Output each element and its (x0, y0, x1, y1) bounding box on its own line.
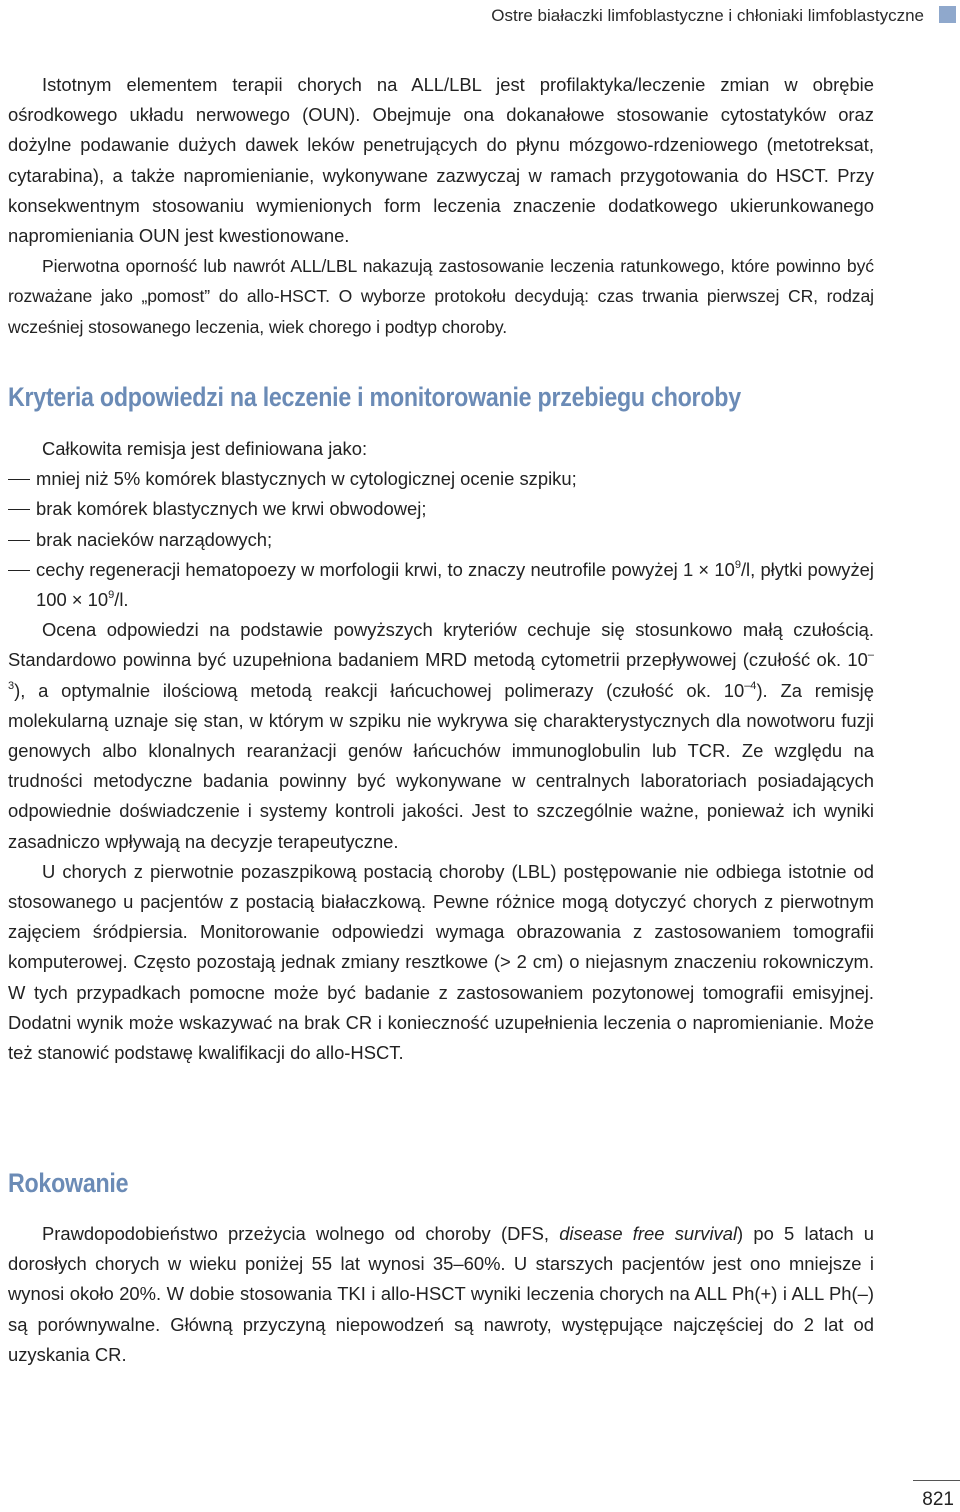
remission-definition-intro: Całkowita remisja jest definiowana jako: (42, 438, 368, 459)
paragraph-mrd-assessment: Ocena odpowiedzi na podstawie powyższych kryteriów cechuje się stosunkowo małą czułością. Standardowo powinna być uzupełniona badaniem MRD metodą cytometrii przepływowej (czułość ok. $10^{-3}$), a optymalnie ilościową metodą reakcji łańcuchowej polimerazy (czułość ok. $10^{-4}$). Za remisję molekularną uznaje się stan, w którym w szpiku nie wykrywa się charakterystycznych dla nowotworu fuzji genowych albo klonalnych rearanżacji genów łańcuchów immunoglobulin lub TCR. Ze względu na trudności metodyczne badania powinny być wykonywane w centralnych laboratoriach posiadających odpowiednie doświadczenie i systemy kontroli jakości. Jest to szczególnie ważne, ponieważ ich wyniki zasadniczo wpływają na decyzje terapeutyczne. (8, 619, 874, 852)
dash-bullet (8, 509, 30, 510)
exponent: 9 (108, 589, 115, 602)
paragraph-prognosis: Prawdopodobieństwo przeżycia wolnego od choroby (DFS, disease free survival) po 5 latach u dorosłych chorych w wieku poniżej 55 lat wynosi 35–60%. U starszych pacjentów jest ono mniejsze i wynosi około 20%. W dobie stosowania TKI i allo-HSCT wyniki leczenia chorych na ALL Ph(+) i ALL Ph(–) są porównywalne. Główną przyczyną niepowodzeń są nawroty, występujące najczęściej do 2 lat od uzyskania CR. (8, 1223, 874, 1365)
dash-bullet (8, 479, 30, 480)
paragraph-salvage-treatment: Pierwotna oporność lub nawrót ALL/LBL nakazują zastosowanie leczenia ratunkowego, które powinno być rozważane jako „pomost” do allo-HSCT. O wyborze protokołu decydują: czas trwania pierwszej CR, rodzaj wcześniej stosowanego leczenia, wiek chorego i podtyp choroby. (8, 256, 874, 337)
intro-text-block (8, 70, 874, 342)
header-square-marker (939, 6, 956, 23)
exponent: –4 (744, 679, 757, 692)
list-item (8, 494, 874, 524)
prognosis-block (8, 1219, 874, 1370)
paragraph-lbl-monitoring: U chorych z pierwotnie pozaszpikową postacią choroby (LBL) postępowanie nie odbiega istotnie od stosowanego u pacjentów z postacią białaczkową. Pewne różnice mogą dotyczyć chorych z pierwotnym zajęciem śródpiersia. Monitorowanie odpowiedzi wymaga obrazowania z zastosowaniem tomografii komputerowej. Często pozostają jednak zmiany resztkowe (> 2 cm) o niejasnym znaczeniu rokowniczym. W tych przypadkach pomocne może być badanie z zastosowaniem pozytonowej tomografii emisyjnej. Dodatni wynik może wskazywać na brak CR i konieczność uzupełnienia leczenia o napromienianie. Może też stanowić podstawę kwalifikacji do allo-HSCT. (8, 860, 874, 1064)
page-number: 821 (922, 1489, 954, 1510)
dash-bullet (8, 570, 30, 571)
criterion-text: brak nacieków narządowych; (36, 528, 273, 550)
criterion-text: cechy regeneracji hematopoezy w morfologii krwi, to znaczy neutrofile powyżej $1 \times 10^9/l$, płytki powyżej $100 \times 10^9/l$. (36, 558, 874, 611)
exponent: –3 (8, 649, 874, 692)
response-criteria-block (8, 434, 874, 1068)
running-title: Ostre białaczki limfoblastyczne i chłoniaki limfoblastyczne (491, 6, 924, 25)
section-heading-response-criteria: Kryteria odpowiedzi na leczenie i monitorowanie przebiegu choroby (8, 382, 741, 412)
paragraph-cns-prophylaxis: Istotnym elementem terapii chorych na ALL/LBL jest profilaktyka/leczenie zmian w obrębie ośrodkowego układu nerwowego (OUN). Obejmuje ona dokanałowe stosowanie cytostatyków oraz dożylne podawanie dużych dawek leków penetrujących do płynu mózgowo-rdzeniowego (metotreksat, cytarabina), a także napromienianie, wykonywane zazwyczaj w ramach przygotowania do HSCT. Przy konsekwentnym stosowaniu wymienionych form leczenia znaczenie dodatkowego ukierunkowanego napromieniania OUN jest kwestionowane. (8, 74, 874, 247)
italic-term: disease free survival (559, 1223, 738, 1244)
dash-bullet (8, 540, 30, 541)
list-item (8, 525, 874, 555)
list-item (8, 555, 874, 615)
section-heading-prognosis: Rokowanie (8, 1168, 129, 1198)
list-item (8, 464, 874, 494)
exponent: 9 (734, 558, 741, 571)
page-number-rule (913, 1480, 960, 1481)
criterion-text: brak komórek blastycznych we krwi obwodowej; (36, 498, 427, 520)
remission-criteria-list (8, 464, 874, 615)
criterion-text: mniej niż 5% komórek blastycznych w cytologicznej ocenie szpiku; (36, 468, 577, 490)
